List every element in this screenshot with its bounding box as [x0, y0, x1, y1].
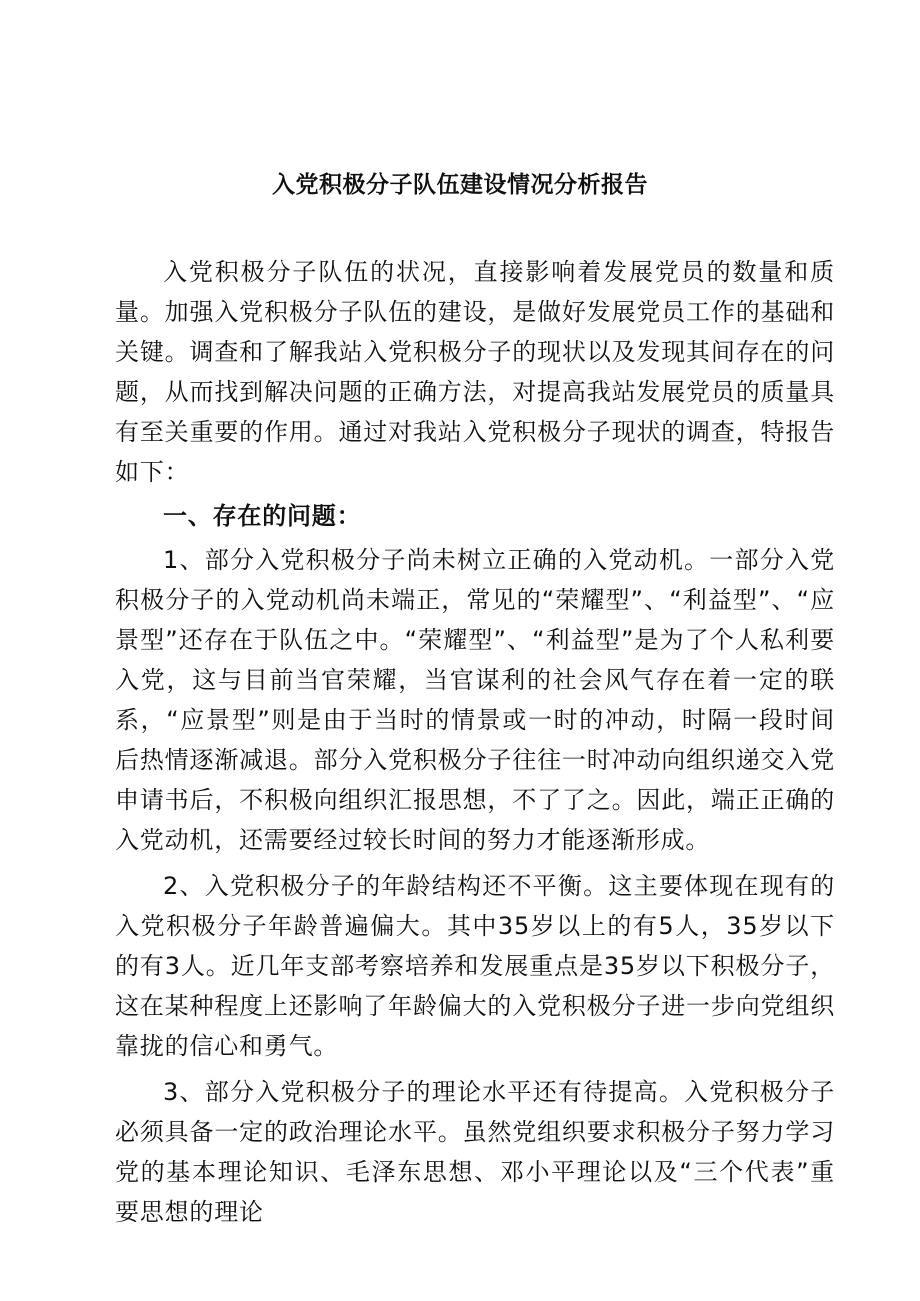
list-item-1: 1、部分入党积极分子尚未树立正确的入党动机。一部分入党积极分子的入党动机尚未端正，常见的“荣耀型”、“利益型”、“应景型”还存在于队伍之中。“荣耀型”、“利益型”是为了个人私利要入党，这与目前当官荣耀，当官谋利的社会风气存在着一定的联系，“应景型”则是由于当时的情景或一时的冲动，时隔一段时间后热情逐渐减退。部分入党积极分子往往一时冲动向组织递交入党申请书后，不积极向组织汇报思想，不了了之。因此，端正正确的入党动机，还需要经过较长时间的努力才能逐渐形成。	[115, 546, 835, 854]
list-item-2: 2、入党积极分子的年龄结构还不平衡。这主要体现在现有的入党积极分子年龄普遍偏大。其中35岁以上的有5人，35岁以下的有3人。近几年支部考察培养和发展重点是35岁以下积极分子，这在某种程度上还影响了年龄偏大的入党积极分子进一步向党组织靠拢的信心和勇气。	[115, 872, 835, 1060]
intro-paragraph: 入党积极分子队伍的状况，直接影响着发展党员的数量和质量。加强入党积极分子队伍的建设，是做好发展党员工作的基础和关键。调查和了解我站入党积极分子的现状以及发现其间存在的问题，从而找到解决问题的正确方法，对提高我站发展党员的质量具有至关重要的作用。通过对我站入党积极分子现状的调查，特报告如下：	[115, 258, 835, 486]
list-item-3: 3、部分入党积极分子的理论水平还有待提高。入党积极分子必须具备一定的政治理论水平。虽然党组织要求积极分子努力学习党的基本理论知识、毛泽东思想、邓小平理论以及“三个代表”重要思想的理论	[115, 1078, 835, 1226]
section-heading: 一、存在的问题：	[163, 502, 362, 530]
document-body	[115, 252, 835, 1232]
document-title: 入党积极分子队伍建设情况分析报告	[272, 172, 648, 198]
